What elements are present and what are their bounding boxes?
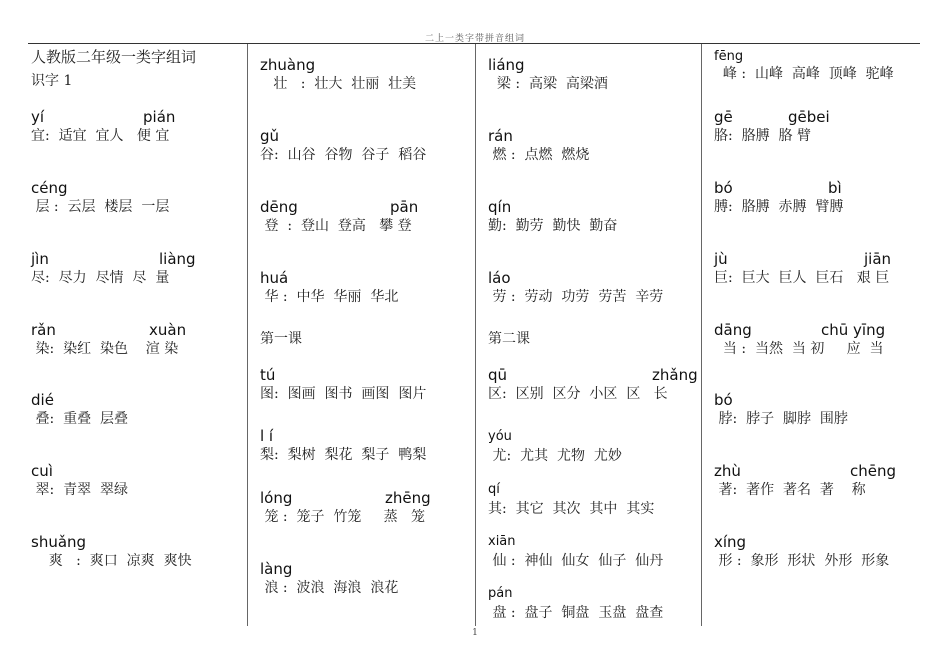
entry-jin	[28, 250, 247, 290]
word-list: 著: 著作 著名 著 称	[714, 482, 866, 498]
word-list: 壮 : 壮大 壮丽 壮美	[260, 76, 417, 92]
word-list: 胳: 胳膊 胳 臂	[714, 128, 811, 144]
pinyin-secondary: bì	[828, 179, 842, 197]
entry-li	[248, 427, 475, 467]
entry-ge	[702, 108, 918, 148]
page-number: 1	[472, 628, 478, 638]
pinyin-secondary: zhēng	[385, 489, 431, 507]
word-list: 华 : 中华 华丽 华北	[260, 289, 399, 305]
word-list: 峰 : 山峰 高峰 顶峰 驼峰	[714, 66, 894, 82]
pinyin: liáng	[488, 56, 525, 74]
word-list: 谷: 山谷 谷物 谷子 稻谷	[260, 147, 427, 163]
pinyin-secondary: chū yīng	[821, 321, 886, 339]
entry-zhu	[702, 462, 918, 502]
word-list: 叠: 重叠 层叠	[31, 411, 128, 427]
word-list: 燃 : 点燃 燃烧	[488, 147, 590, 163]
entry-zhuang	[248, 56, 475, 96]
pinyin: bó	[714, 179, 733, 197]
word-list: 层 : 云层 楼层 一层	[31, 199, 170, 215]
entry-feng	[702, 48, 918, 88]
pinyin: xíng	[714, 533, 747, 551]
word-list: 笼 : 笼子 竹笼 蒸 笼	[260, 509, 426, 525]
pinyin: lóng	[260, 489, 293, 507]
word-list: 爽 : 爽口 凉爽 爽快	[31, 553, 192, 569]
word-list: 膊: 胳膊 赤膊 臂膊	[714, 199, 844, 215]
word-list: 仙 : 神仙 仙女 仙子 仙丹	[488, 553, 664, 569]
entry-ran	[476, 127, 701, 167]
entry-bo	[702, 179, 918, 219]
page-header: 二上一类字带拼音组词	[424, 34, 525, 44]
word-list: 当 : 当然 当 初 应 当	[714, 341, 884, 357]
word-list: 图: 图画 图书 画图 图片	[260, 386, 427, 402]
pinyin: dié	[31, 391, 54, 409]
entry-ran	[28, 321, 247, 361]
pinyin: tú	[260, 366, 276, 384]
pinyin: rán	[488, 127, 513, 145]
entry-qin	[476, 198, 701, 238]
entry-you	[476, 428, 701, 468]
pinyin: bó	[714, 391, 733, 409]
pinyin: jìn	[31, 250, 49, 268]
pinyin: dāng	[714, 321, 752, 339]
entry-gu	[248, 127, 475, 167]
pinyin: xiān	[488, 534, 516, 549]
word-list: 宜: 适宜 宜人 便 宜	[31, 128, 170, 144]
pinyin: qín	[488, 198, 512, 216]
lesson-1-heading: 第一课	[260, 331, 302, 347]
entry-qi	[476, 481, 701, 521]
pinyin: rǎn	[31, 321, 56, 339]
entry-xian	[476, 533, 701, 573]
pinyin-secondary: liàng	[159, 250, 196, 268]
word-list: 区: 区别 区分 小区 区 长	[488, 386, 668, 402]
lesson-2-heading: 第二课	[488, 331, 530, 347]
pinyin-secondary: gēbei	[788, 108, 830, 126]
pinyin: qí	[488, 482, 500, 497]
pinyin: làng	[260, 560, 293, 578]
entry-ju	[702, 250, 918, 290]
entry-yi	[28, 108, 247, 148]
entry-ceng	[28, 179, 247, 219]
pinyin: jù	[714, 250, 728, 268]
pinyin: cuì	[31, 462, 53, 480]
column-1	[28, 44, 248, 626]
word-list: 梁 : 高梁 高梁酒	[488, 76, 608, 92]
word-list: 盘 : 盘子 铜盘 玉盘 盘查	[488, 605, 664, 621]
entry-liang	[476, 56, 701, 96]
column-4	[702, 44, 918, 626]
pinyin: láo	[488, 269, 511, 287]
pinyin: yóu	[488, 429, 512, 444]
word-list: 翠: 青翠 翠绿	[31, 482, 128, 498]
word-list: 勤: 勤劳 勤快 勤奋	[488, 218, 618, 234]
entry-cui	[28, 462, 247, 502]
pinyin: dēng	[260, 198, 298, 216]
pinyin: zhuàng	[260, 56, 316, 74]
column-3	[476, 44, 702, 626]
word-list: 形 : 象形 形状 外形 形象	[714, 553, 890, 569]
entry-long	[248, 489, 475, 529]
word-list: 其: 其它 其次 其中 其实	[488, 501, 655, 517]
word-list: 尤: 尤其 尤物 尤妙	[488, 448, 622, 464]
pinyin: zhù	[714, 462, 741, 480]
entry-hua	[248, 269, 475, 309]
pinyin: gǔ	[260, 127, 280, 145]
entry-deng	[248, 198, 475, 238]
pinyin-secondary: chēng	[850, 462, 897, 480]
section-shizi-1: 识字 1	[31, 73, 73, 89]
entry-shuang	[28, 533, 247, 573]
entry-dang	[702, 321, 918, 361]
word-list: 尽: 尽力 尽情 尽 量	[31, 270, 170, 286]
pinyin: l í	[260, 427, 274, 445]
entry-lang	[248, 560, 475, 600]
pinyin: gē	[714, 108, 733, 126]
word-list: 脖: 脖子 脚脖 围脖	[714, 411, 848, 427]
entry-tu	[248, 366, 475, 406]
pinyin-secondary: jiān	[864, 250, 892, 268]
entry-bo-2	[702, 391, 918, 431]
pinyin: céng	[31, 179, 68, 197]
pinyin-secondary: pián	[143, 108, 176, 126]
pinyin: pán	[488, 586, 513, 601]
word-list: 浪 : 波浪 海浪 浪花	[260, 580, 399, 596]
entry-die	[28, 391, 247, 431]
entry-xing	[702, 533, 918, 573]
pinyin-secondary: xuàn	[149, 321, 187, 339]
pinyin-secondary: zhǎng	[652, 366, 698, 384]
entry-qu	[476, 366, 701, 406]
pinyin: huá	[260, 269, 289, 287]
word-list: 巨: 巨大 巨人 巨石 艰 巨	[714, 270, 890, 286]
word-list: 梨: 梨树 梨花 梨子 鸭梨	[260, 447, 427, 463]
entry-lao	[476, 269, 701, 309]
pinyin: yí	[31, 108, 45, 126]
word-list: 登 : 登山 登高 攀 登	[260, 218, 412, 234]
entry-pan	[476, 585, 701, 625]
column-2	[248, 44, 476, 626]
word-list: 劳 : 劳动 功劳 劳苦 辛劳	[488, 289, 664, 305]
document-title: 人教版二年级一类字组词	[31, 48, 197, 66]
pinyin: qū	[488, 366, 508, 384]
pinyin-secondary: pān	[390, 198, 419, 216]
pinyin: fēng	[714, 49, 744, 64]
pinyin: shuǎng	[31, 533, 87, 551]
word-list: 染: 染红 染色 渲 染	[31, 341, 179, 357]
